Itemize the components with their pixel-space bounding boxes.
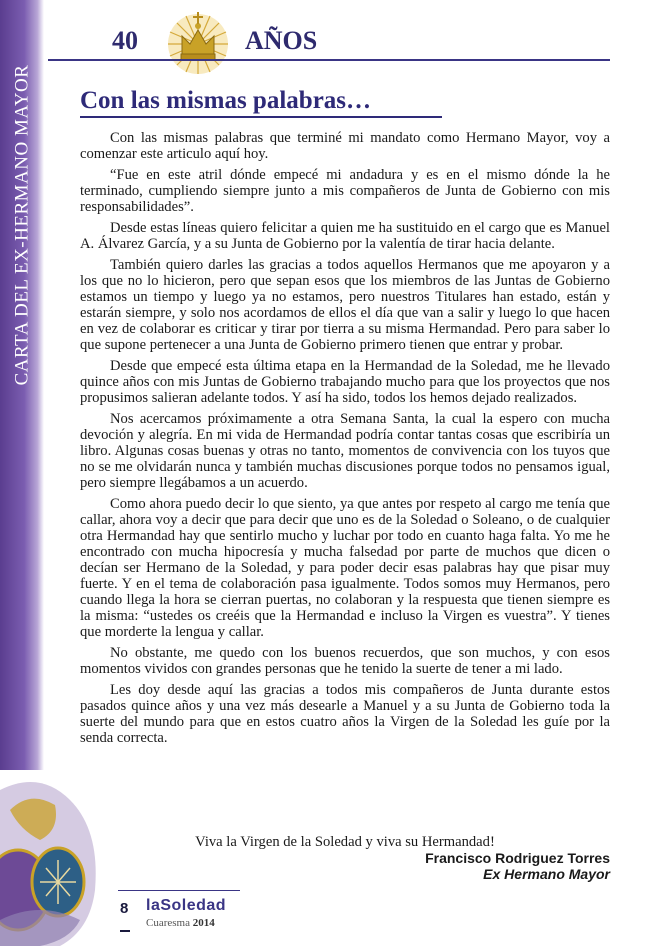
brotherhood-emblem-icon xyxy=(0,770,110,946)
footer-divider xyxy=(118,890,240,891)
paragraph: No obstante, me quedo con los buenos recuerdos, que son muchos, y con esos momentos vividos con grandes personas que he tenido la suerte de tener a mi lado. xyxy=(80,645,610,677)
issue-season: Cuaresma xyxy=(146,917,190,929)
paragraph: Desde estas líneas quiero felicitar a quien me ha sustituido en el cargo que es Manuel A. Álvarez García, y a su Junta de Gobierno por la valentía de tirar hacia delante. xyxy=(80,220,610,252)
paragraph: Les doy desde aquí las gracias a todos mis compañeros de Junta durante estos pasados quince años y una vez más desearle a Manuel y a su Junta de Gobierno toda la suerte del mundo para que en estos cuatro años la Virgen de la Soledad les guíe por la senda correcta. xyxy=(80,682,610,746)
header-divider xyxy=(48,59,610,61)
signature xyxy=(80,850,610,882)
section-label xyxy=(2,60,42,390)
anniversary-number: 40 xyxy=(112,26,138,55)
issue-year: 2014 xyxy=(192,917,215,929)
signature-role: Ex Hermano Mayor xyxy=(483,866,610,882)
article-body xyxy=(80,130,610,751)
page-number-dash xyxy=(120,930,130,932)
paragraph: Nos acercamos próximamente a otra Semana Santa, la cual la espero con mucha devoción y alegría. En mi vida de Hermandad podría contar tantas cosas que escribiría un libro. Algunas cosas buenas y otras no tanto, momentos de convivencia con los tuyos que no se me olvidarán nunca y también muchas discusiones porque todos no pensamos igual, pero siempre llegábamos a un acuerdo. xyxy=(80,411,610,491)
paragraph: “Fue en este atril dónde empecé mi andadura y es en el mismo dónde la he terminado, cumpliendo siempre junto a mis compañeros de Junta de Gobierno con mis responsabilidades”. xyxy=(80,167,610,215)
paragraph: Con las mismas palabras que terminé mi mandato como Hermano Mayor, voy a comenzar este articulo aquí hoy. xyxy=(80,130,610,162)
article-title: Con las mismas palabras… xyxy=(80,87,372,114)
section-label-text: CARTA DEL EX-HERMANO MAYOR xyxy=(11,64,33,386)
paragraph: Desde que empecé esta última etapa en la Hermandad de la Soledad, me he llevado quince años con mis Juntas de Gobierno trabajando mucho para que los proyectos que nos propusimos salieran adelante todos. Y así ha sido, todos los hemos dejado realizados. xyxy=(80,358,610,406)
page-number: 8 xyxy=(120,900,129,917)
paragraph: Como ahora puedo decir lo que siento, ya que antes por respeto al cargo me tenía que callar, ahora voy a decir que para decir que uno es de la Soledad o Soleano, o de cualquier otra Hermandad hay que sentirlo mucho y luchar por todo en cuanto haga falta. Yo me he encontrado con mucha hipocresía y mucha falsedad por parte de muchos que dicen o decían ser Hermano de la Soledad, y para poder decir esas palabras hay que pisar muy fuerte. Y en el tema de colaboración pasa igualmente. Todos somos muy Hermanos, pero cuando llega la hora se cierran puertas, no colaboran y la respuesta que tienen siempre es la misma: “ustedes os creéis que la Hermandad e incluso la Virgen es vuestra”. Y tienes que morderte la lengua y callar. xyxy=(80,496,610,640)
crown-emblem-icon xyxy=(160,4,236,78)
title-underline xyxy=(80,116,442,118)
magazine-issue xyxy=(146,917,215,929)
paragraph: También quiero darles las gracias a todos aquellos Hermanos que me apoyaron y a los que no lo hicieron, pero que sepan esos que los miembros de las Juntas de Gobierno estamos un tiempo y luego ya no estamos, pero nuestros Titulares han estado, están y estarán siempre, y solo nos acordamos de ellos el día que van a salir y luego lo que hacen en vez de colaborar es criticar y tirar por tierra a su misma Hermandad. Pero para saber lo que supone pertenecer a una Junta de Gobierno primero tienen que entrar y probar. xyxy=(80,257,610,353)
closing-block xyxy=(80,834,610,882)
closing-cheer: Viva la Virgen de la Soledad y viva su Hermandad! xyxy=(195,834,495,850)
signature-name: Francisco Rodriguez Torres xyxy=(425,850,610,866)
magazine-name: laSoledad xyxy=(146,897,227,914)
anniversary-word: AÑOS xyxy=(245,26,318,55)
